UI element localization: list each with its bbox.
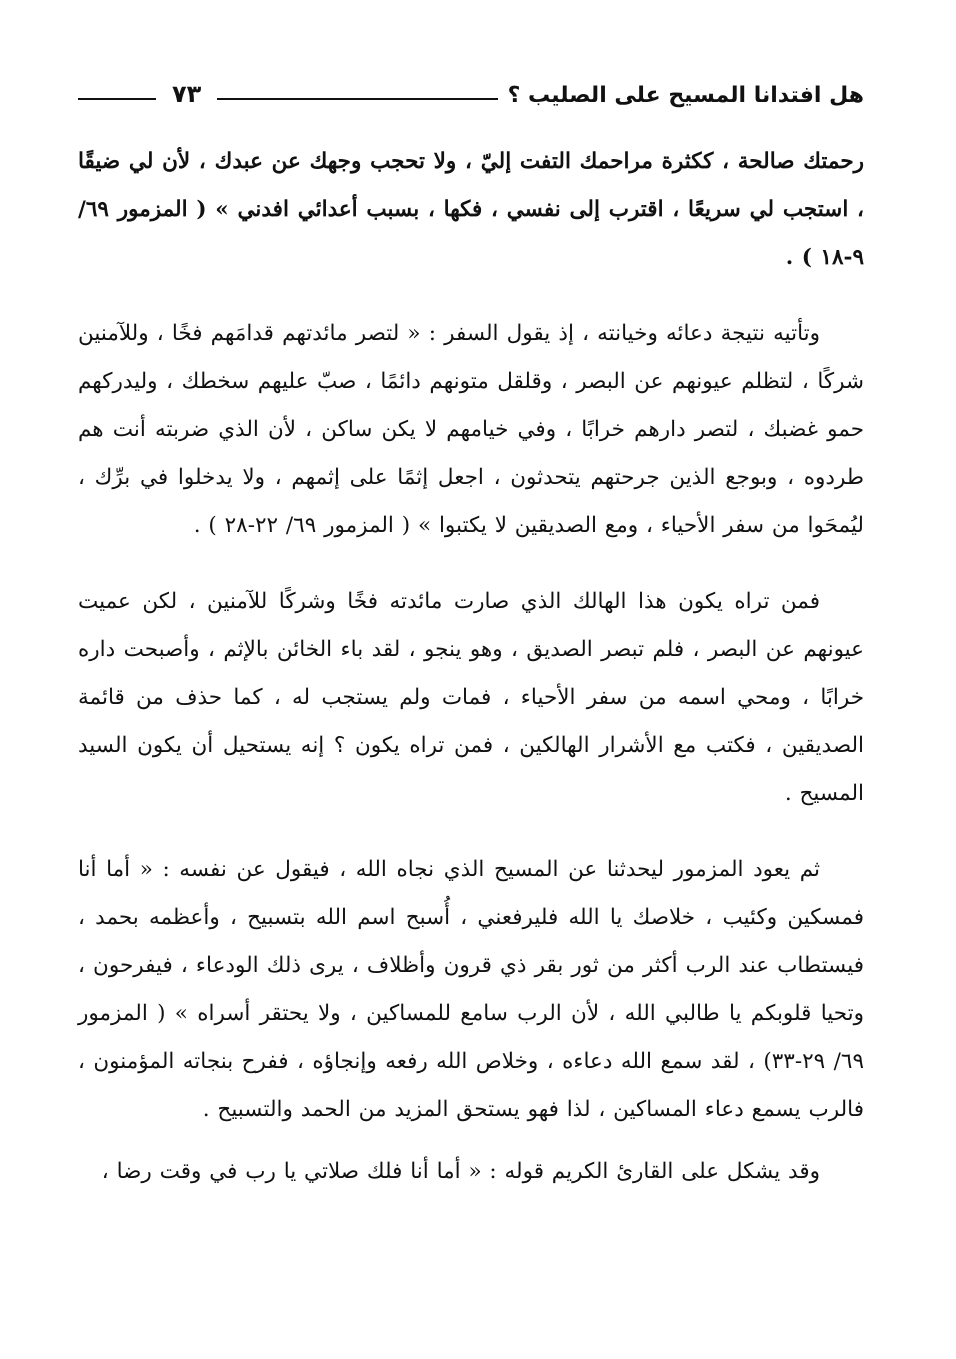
header-rule-short	[78, 98, 156, 100]
page-body	[78, 138, 864, 1196]
paragraph-1: رحمتك صالحة ، ككثرة مراحمك التفت إليّ ، ولا تحجب وجهك عن عبدك ، لأن لي ضيقًا ، استجب لي سريعًا ، اقترب إلى نفسي ، فكها ، بسبب أعدائي افدني » ( المزمور ٦٩/ ٩-١٨ ) .	[78, 149, 864, 270]
paragraph-3: فمن تراه يكون هذا الهالك الذي صارت مائدته فخًا وشركًا للآمنين ، لكن عميت عيونهم عن البصر ، فلم تبصر الصديق ، وهو ينجو ، لقد باء الخائن بالإثم ، وأصبحت داره خرابًا ، ومحي اسمه من سفر الأحياء ، فمات ولم يستجب له ، كما حذف من قائمة الصديقين ، فكتب مع الأشرار الهالكين ، فمن تراه يكون ؟ إنه يستحيل أن يكون السيد المسيح .	[78, 589, 864, 806]
paragraph-5: وقد يشكل على القارئ الكريم قوله : « أما أنا فلك صلاتي يا رب في وقت رضا ،	[101, 1159, 820, 1184]
running-title: هل افتدانا المسيح على الصليب ؟	[507, 83, 864, 108]
paragraph-4: ثم يعود المزمور ليحدثنا عن المسيح الذي نجاه الله ، فيقول عن نفسه : « أما أنا فمسكين وكئيب ، خلاصك يا الله فليرفعني ، أُسبح اسم الله بتسبيح ، وأعظمه بحمد ، فيستطاب عند الرب أكثر من ثور بقر ذي قرون وأظلاف ، يرى ذلك الودعاء ، فيفرحون ، وتحيا قلوبكم يا طالبي الله ، لأن الرب سامع للمساكين ، ولا يحتقر أسراه » ( المزمور ٦٩/ ٢٩-٣٣) ، لقد سمع الله دعاءه ، وخلاص الله رفعه وإنجاؤه ، ففرح بنجاته المؤمنون ، فالرب يسمع دعاء المساكين ، لذا فهو يستحق المزيد من الحمد والتسبيح .	[78, 857, 864, 1122]
page-header	[78, 72, 864, 108]
page-number: ٧٣	[172, 80, 202, 108]
paragraph-2: وتأتيه نتيجة دعائه وخيانته ، إذ يقول السفر : « لتصر مائدتهم قدامَهم فخًا ، وللآمنين شركًا ، لتظلم عيونهم عن البصر ، وقلقل متونهم دائمًا ، صبّ عليهم سخطك ، وليدركهم حمو غضبك ، لتصر دارهم خرابًا ، وفي خيامهم لا يكن ساكن ، لأن الذي ضربته أنت هم طردوه ، وبوجع الذين جرحتهم يتحدثون ، اجعل إثمًا على إثمهم ، ولا يدخلوا في برِّك ، ليُمحَوا من سفر الأحياء ، ومع الصديقين لا يكتبوا » ( المزمور ٦٩/ ٢٢-٢٨ ) .	[78, 321, 864, 538]
header-rule-long	[217, 98, 497, 100]
